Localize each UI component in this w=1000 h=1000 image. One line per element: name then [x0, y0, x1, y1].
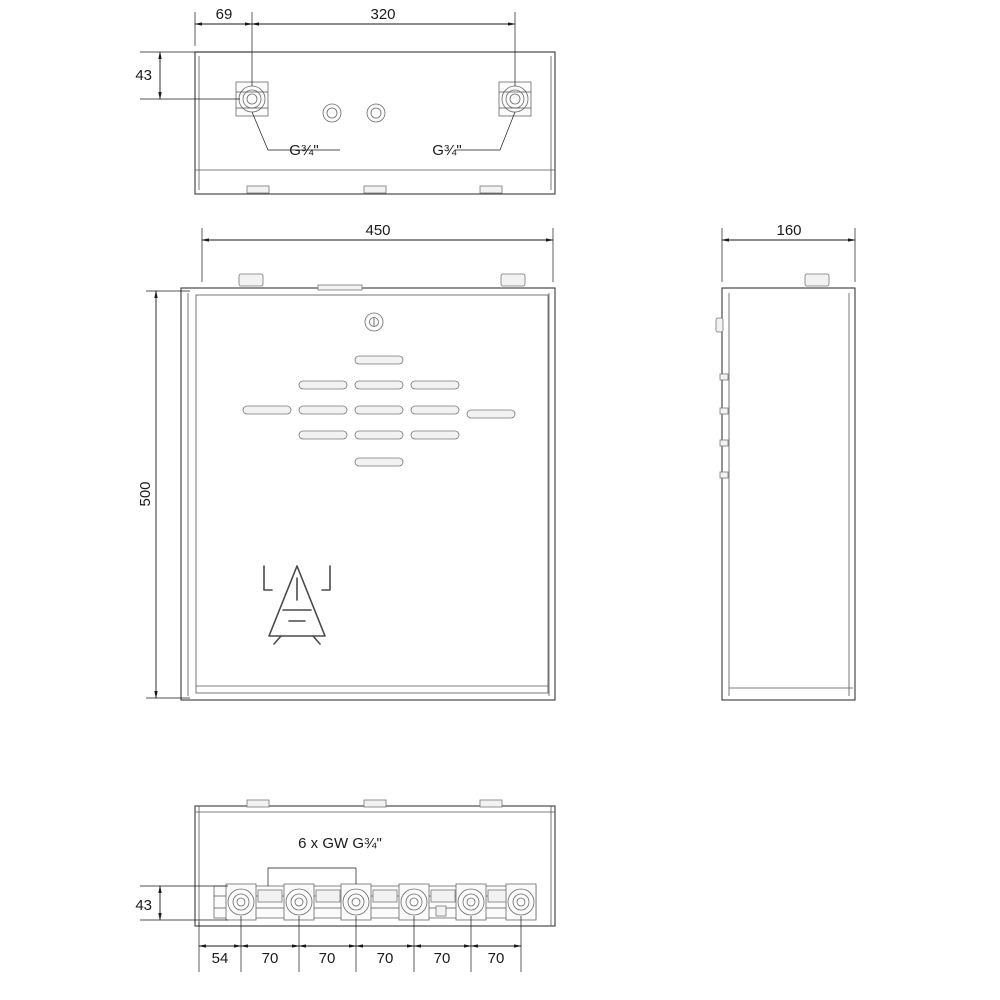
side-view-mark-2	[720, 408, 728, 414]
top-view-tab-left	[247, 186, 269, 193]
side-view-hinge-top	[716, 318, 723, 332]
bottom-view-spacer-4	[431, 890, 455, 902]
front-view-lock	[365, 313, 383, 331]
dim-label-43-top: 43	[135, 67, 152, 84]
bottom-view-tab-left	[247, 800, 269, 807]
dim-label-70-4: 70	[433, 950, 451, 967]
front-view-tab-left	[239, 274, 263, 286]
front-view-body	[181, 288, 555, 700]
dim-label-70-5: 70	[487, 950, 505, 967]
dim-label-69: 69	[215, 6, 233, 23]
dim-label-54: 54	[211, 950, 229, 967]
dim-label-70-2: 70	[318, 950, 336, 967]
bottom-view-spacer-3	[373, 890, 397, 902]
bottom-view-spacer-1	[258, 890, 282, 902]
top-view-connector-right	[499, 82, 531, 116]
dim-label-160: 160	[776, 222, 802, 239]
front-view-tab-right	[501, 274, 525, 286]
side-view-mark-3	[720, 440, 728, 446]
bottom-view-spacer-5	[488, 890, 506, 902]
top-view-body	[195, 52, 555, 194]
top-view-thread-right-label: G¾"	[432, 142, 462, 159]
bottom-view-connector-2	[284, 884, 314, 920]
front-view	[137, 222, 555, 700]
bottom-view-connector-1	[226, 884, 256, 920]
bottom-view-tab-right	[480, 800, 502, 807]
top-view-tab-right	[480, 186, 502, 193]
dim-label-43-bottom: 43	[135, 897, 152, 914]
side-view-body	[722, 288, 855, 700]
bottom-view-tab-mid	[364, 800, 386, 807]
bottom-view-connector-5	[456, 884, 486, 920]
bottom-view-connector-6	[506, 884, 536, 920]
bottom-view-connector-4	[399, 884, 429, 920]
bottom-view-callout-label: 6 x GW G¾"	[298, 835, 382, 852]
dim-label-450: 450	[365, 222, 391, 239]
top-view-port-b	[367, 104, 385, 122]
dim-label-70-1: 70	[261, 950, 279, 967]
side-view	[716, 222, 855, 700]
bottom-view	[135, 800, 555, 972]
dim-label-70-3: 70	[376, 950, 394, 967]
top-view-tab-mid	[364, 186, 386, 193]
bottom-view-spacer-2	[316, 890, 340, 902]
top-view-thread-left-label: G¾"	[289, 142, 319, 159]
side-view-tab	[805, 274, 829, 286]
bottom-view-detail-block	[436, 906, 446, 916]
top-view-connector-left	[236, 82, 268, 116]
front-view-top-strip	[318, 285, 362, 290]
bottom-view-connector-3	[341, 884, 371, 920]
dim-label-320: 320	[370, 6, 396, 23]
side-view-mark-1	[720, 374, 728, 380]
top-view-port-a	[323, 104, 341, 122]
dim-label-500: 500	[137, 481, 154, 507]
side-view-mark-4	[720, 472, 728, 478]
top-view	[135, 6, 555, 194]
